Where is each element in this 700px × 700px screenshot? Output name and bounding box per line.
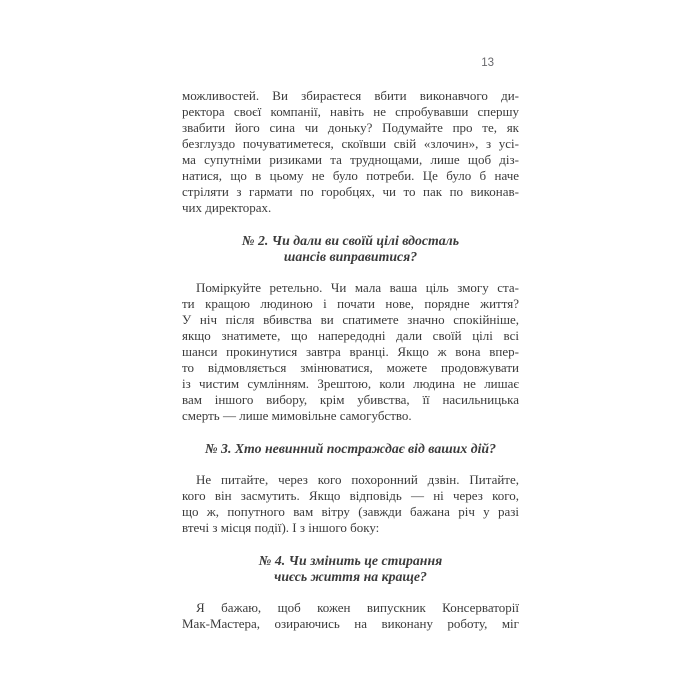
body-paragraph: [182, 472, 519, 536]
text-line: кого він засмутить. Якщо відповідь — ні через кого,: [182, 488, 519, 503]
body-paragraph: [182, 280, 519, 424]
text-line: Мак-Мастера, озираючись на виконану роботу, міг: [182, 616, 519, 631]
text-line: натися, що в цьому не було потреби. Це було б наче: [182, 168, 519, 183]
page-number: 13: [481, 57, 494, 69]
text-line: смерть — лише мимовільне самогубство.: [182, 408, 412, 423]
section-heading: [182, 553, 519, 585]
heading-line: № 4. Чи змінить це стирання: [258, 553, 443, 568]
text-line: що ж, попутного вам вітру (завжди бажана річ у разі: [182, 504, 519, 519]
text-line: шанси прокинутися завтра вранці. Якщо ж вона впер-: [182, 344, 519, 359]
text-line: звабити його сина чи доньку? Подумайте про те, як: [182, 120, 519, 135]
text-line: чих директорах.: [182, 200, 272, 215]
heading-line: № 2. Чи дали ви своїй цілі вдосталь: [241, 233, 460, 248]
section-heading: [182, 233, 519, 265]
text-line: можливостей. Ви збираєтеся вбити виконавчого ди-: [182, 88, 519, 103]
text-line: вам іншого вибору, крім убивства, її насильницька: [182, 392, 519, 407]
body-paragraph: [182, 600, 519, 632]
text-line: стріляти з гармати по горобцях, чи то пак по виконав-: [182, 184, 519, 199]
text-line: то відмовляється змінюватися, можете продовжувати: [182, 360, 519, 375]
text-line: Я бажаю, щоб кожен випускник Консерваторії: [196, 600, 519, 615]
text-line: У ніч після вбивства ви спатимете значно спокійніше,: [182, 312, 519, 327]
text-line: ректора своєї компанії, навіть не спробувавши спершу: [182, 104, 519, 119]
text-line: Не питайте, через кого похоронний дзвін. Питайте,: [196, 472, 519, 487]
text-line: із чистим сумлінням. Зрештою, коли людина не лишає: [182, 376, 519, 391]
section-heading: [182, 441, 519, 457]
heading-line: шансів виправитися?: [283, 249, 418, 264]
body-paragraph: [182, 88, 519, 216]
text-column: [182, 88, 519, 632]
text-line: якщо знатимете, що напередодні дали своїй цілі всі: [182, 328, 519, 343]
heading-line: № 3. Хто невинний постраждає від ваших дій?: [204, 441, 496, 456]
heading-line: чиєсь життя на краще?: [274, 569, 427, 584]
text-line: Поміркуйте ретельно. Чи мала ваша ціль змогу ста-: [196, 280, 519, 295]
text-line: втечі з місця події). І з іншого боку:: [182, 520, 380, 535]
text-line: ма супутніми ризиками та труднощами, лише щоб діз-: [182, 152, 519, 167]
text-line: ти кращою людиною і почати нове, порядне життя?: [182, 296, 519, 311]
text-line: безглуздо почуватиметеся, скоївши свій «злочин», з усі-: [182, 136, 519, 151]
